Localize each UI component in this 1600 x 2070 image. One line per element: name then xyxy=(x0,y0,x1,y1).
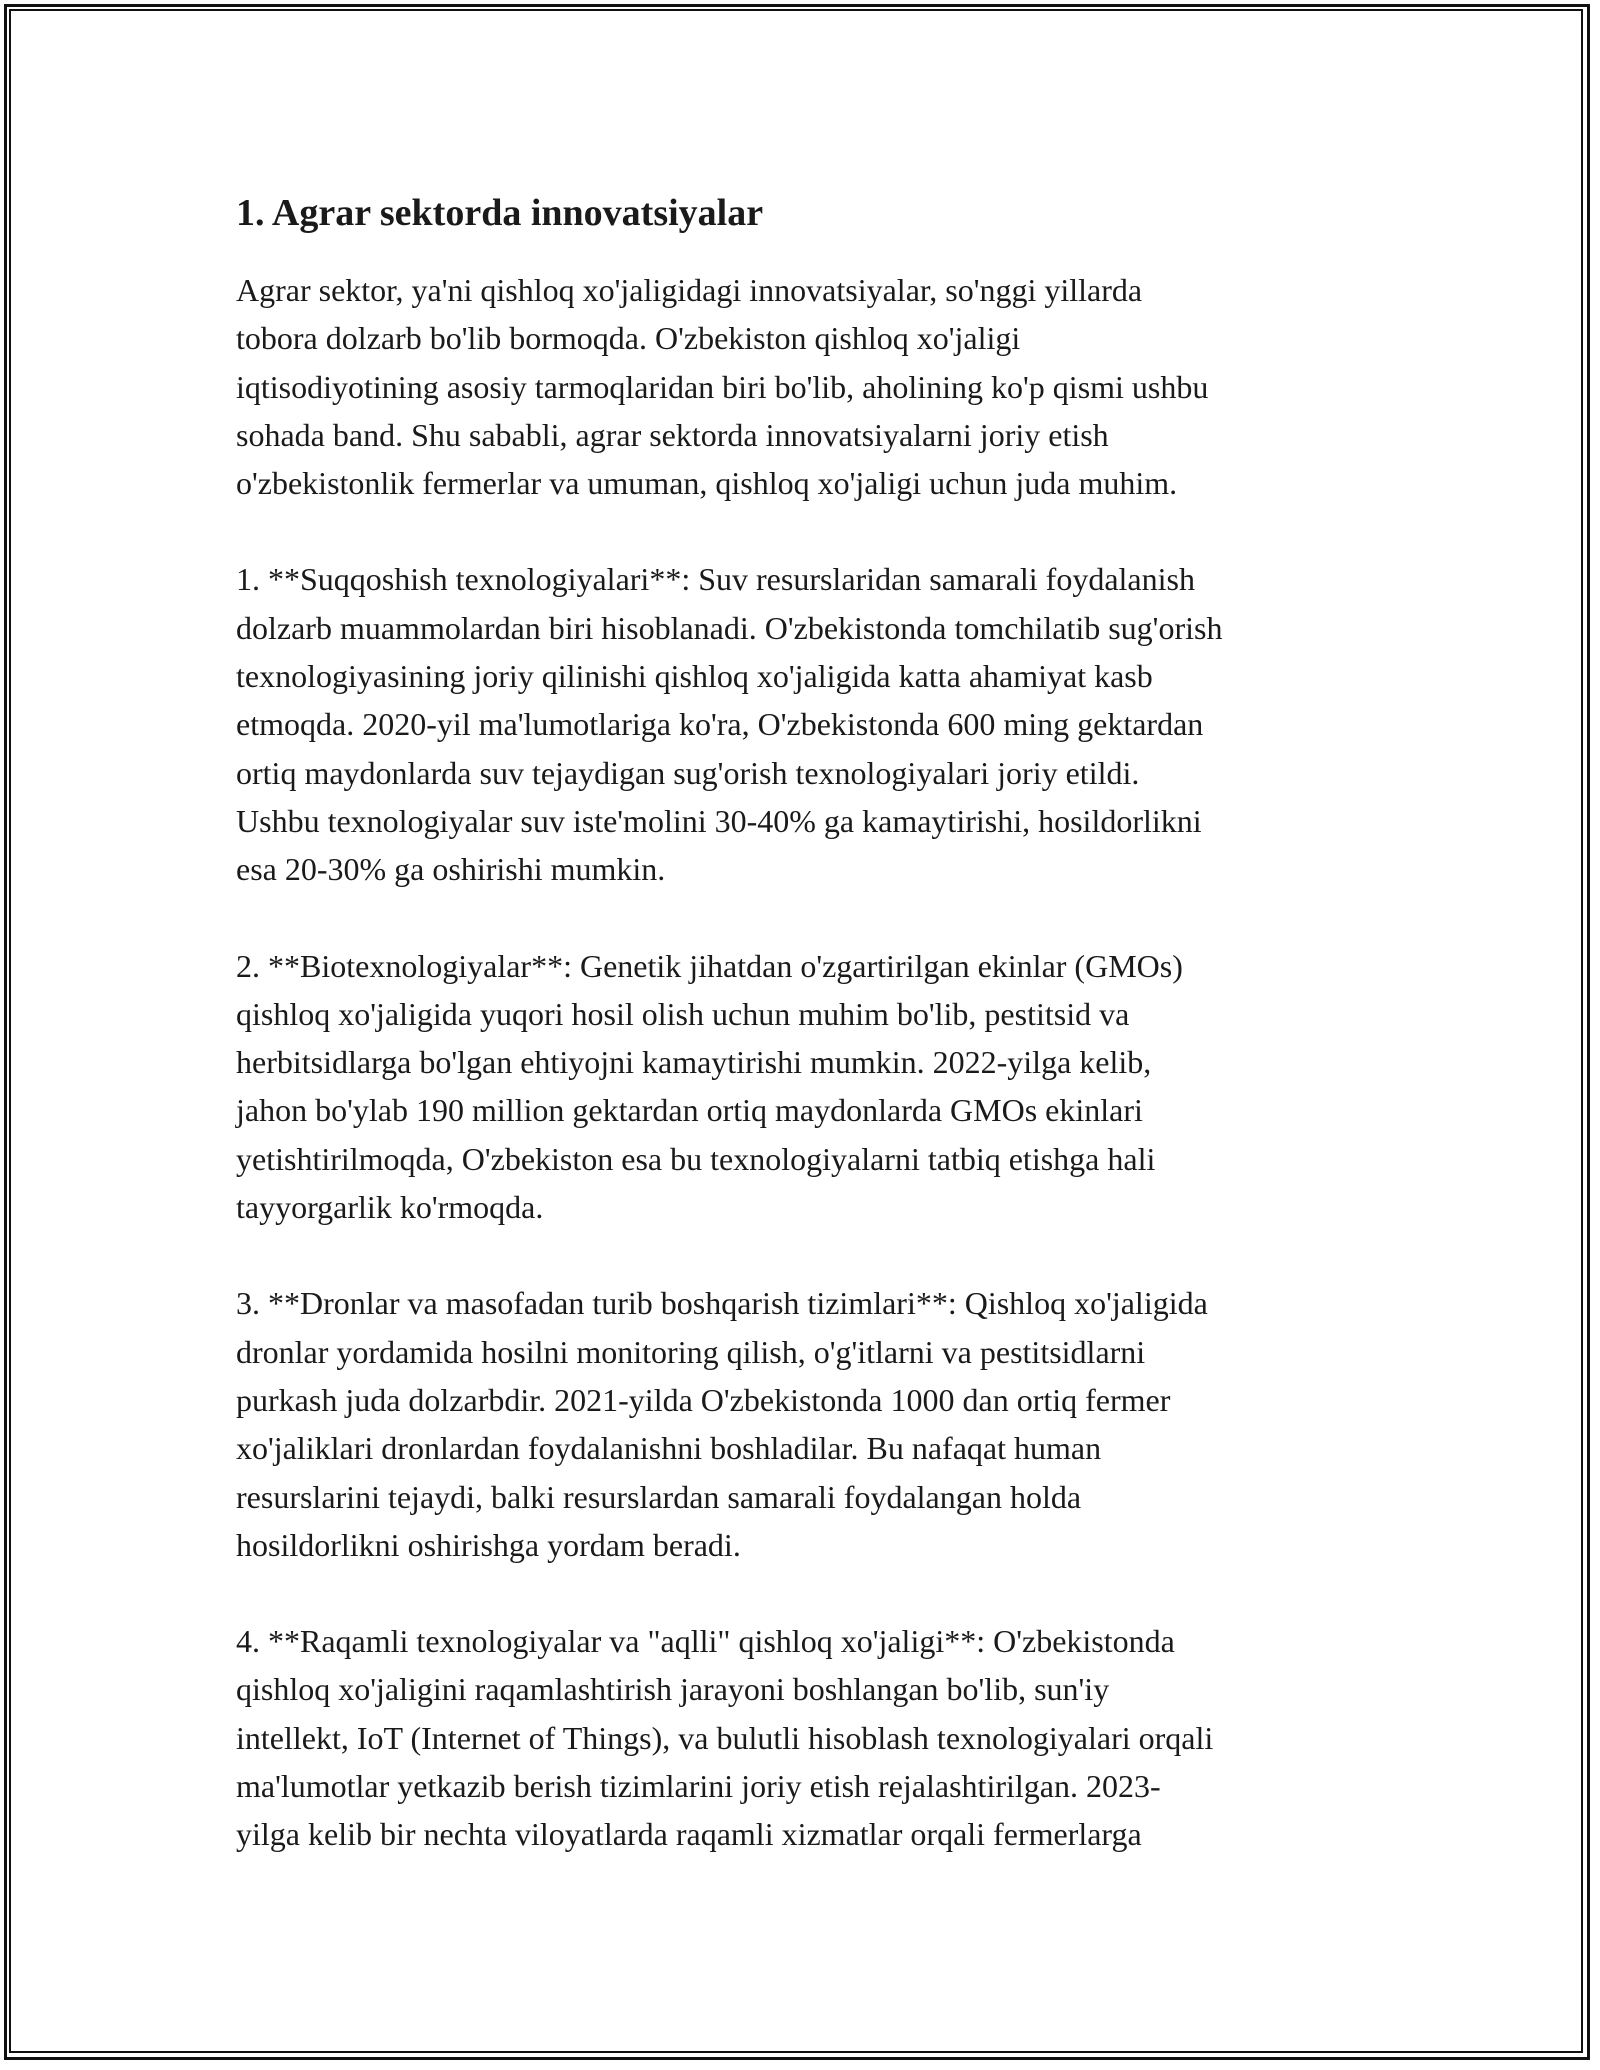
text-line: hosildorlikni oshirishga yordam beradi. xyxy=(236,1526,741,1563)
text-line: o'zbekistonlik fermerlar va umuman, qishloq xo'jaligi uchun juda muhim. xyxy=(236,465,1178,502)
text-line: jahon bo'ylab 190 million gektardan ortiq maydonlarda GMOs ekinlari xyxy=(236,1092,1143,1129)
text-line: herbitsidlarga bo'lgan ehtiyojni kamaytirishi mumkin. 2022-yilga kelib, xyxy=(236,1044,1152,1081)
text-line: iqtisodiyotining asosiy tarmoqlaridan biri bo'lib, aholining ko'p qismi ushbu xyxy=(236,368,1209,405)
list-paragraph-digital xyxy=(236,1617,1376,1858)
text-line: resurslarini tejaydi, balki resurslardan samarali foydalangan holda xyxy=(236,1478,1082,1515)
text-line: ma'lumotlar yetkazib berish tizimlarini joriy etish rejalashtirilgan. 2023- xyxy=(236,1768,1161,1805)
list-paragraph-biotech xyxy=(236,942,1376,1232)
text-line: 3. **Dronlar va masofadan turib boshqarish tizimlari**: Qishloq xo'jaligida xyxy=(236,1285,1208,1322)
text-line: qishloq xo'jaligida yuqori hosil olish uchun muhim bo'lib, pestitsid va xyxy=(236,995,1130,1032)
text-line: dronlar yordamida hosilni monitoring qilish, o'g'itlarni va pestitsidlarni xyxy=(236,1333,1146,1370)
list-paragraph-irrigation xyxy=(236,555,1376,893)
text-line: qishloq xo'jaligini raqamlashtirish jarayoni boshlangan bo'lib, sun'iy xyxy=(236,1671,1110,1708)
text-line: etmoqda. 2020-yil ma'lumotlariga ko'ra, O'zbekistonda 600 ming gektardan xyxy=(236,706,1204,743)
document-body xyxy=(236,188,1376,1907)
text-line: dolzarb muammolardan biri hisoblanadi. O'zbekistonda tomchilatib sug'orish xyxy=(236,609,1223,646)
text-line: yilga kelib bir nechta viloyatlarda raqamli xizmatlar orqali fermerlarga xyxy=(236,1816,1142,1853)
section-heading: 1. Agrar sektorda innovatsiyalar xyxy=(236,192,764,234)
text-line: tobora dolzarb bo'lib bormoqda. O'zbekiston qishloq xo'jaligi xyxy=(236,320,1021,357)
text-line: yetishtirilmoqda, O'zbekiston esa bu texnologiyalarni tatbiq etishga hali xyxy=(236,1140,1156,1177)
text-line: tayyorgarlik ko'rmoqda. xyxy=(236,1189,544,1226)
text-line: Agrar sektor, ya'ni qishloq xo'jaligidagi innovatsiyalar, so'nggi yillarda xyxy=(236,272,1143,308)
text-line: esa 20-30% ga oshirishi mumkin. xyxy=(236,851,666,888)
text-line: ortiq maydonlarda suv tejaydigan sug'orish texnologiyalari joriy etildi. xyxy=(236,754,1140,791)
text-line: xo'jaliklari dronlardan foydalanishni boshladilar. Bu nafaqat human xyxy=(236,1430,1102,1467)
text-line: intellekt, IoT (Internet of Things), va bulutli hisoblash texnologiyalari orqali xyxy=(236,1719,1214,1756)
list-paragraph-drones xyxy=(236,1279,1376,1569)
text-line: purkash juda dolzarbdir. 2021-yilda O'zbekistonda 1000 dan ortiq fermer xyxy=(236,1381,1171,1418)
text-line: 2. **Biotexnologiyalar**: Genetik jihatdan o'zgartirilgan ekinlar (GMOs) xyxy=(236,947,1183,984)
text-line: 4. **Raqamli texnologiyalar va "aqlli" qishloq xo'jaligi**: O'zbekistonda xyxy=(236,1623,1175,1660)
text-line: texnologiyasining joriy qilinishi qishloq xo'jaligida katta ahamiyat kasb xyxy=(236,658,1153,695)
text-line: 1. **Suqqoshish texnologiyalari**: Suv resurslaridan samarali foydalanish xyxy=(236,561,1195,598)
intro-paragraph xyxy=(236,266,1376,507)
text-line: Ushbu texnologiyalar suv iste'molini 30-40% ga kamaytirishi, hosildorlikni xyxy=(236,802,1202,839)
text-line: sohada band. Shu sababli, agrar sektorda innovatsiyalarni joriy etish xyxy=(236,416,1109,453)
